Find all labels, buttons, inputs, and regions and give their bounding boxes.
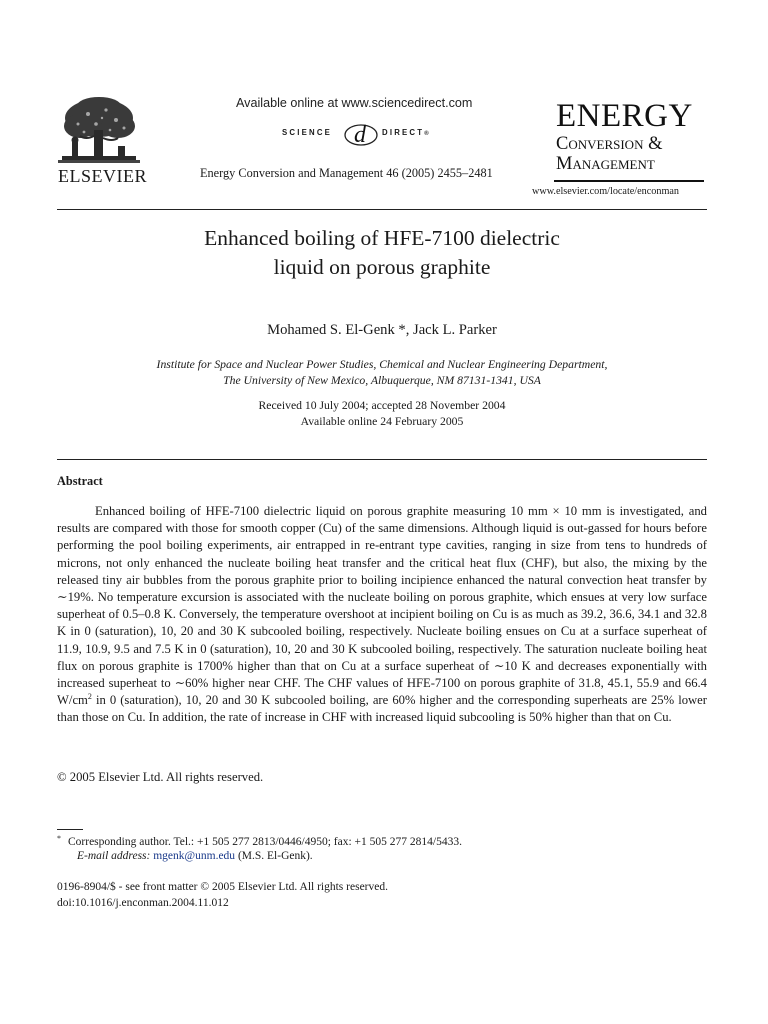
journal-title-line1: ENERGY: [556, 98, 693, 134]
affiliation-line1: Institute for Space and Nuclear Power Studies, Chemical and Nuclear Engineering Department,: [156, 358, 608, 371]
footnote-corresponding: * Corresponding author. Tel.: +1 505 277 2813/0446/4950; fax: +1 505 277 2814/5433.: [57, 834, 462, 848]
abstract-heading: Abstract: [57, 474, 103, 488]
issn-line: 0196-8904/$ - see front matter © 2005 Elsevier Ltd. All rights reserved.: [57, 881, 388, 893]
affiliation-line2: The University of New Mexico, Albuquerque, NM 87131-1341, USA: [223, 374, 541, 387]
article-title-line1: Enhanced boiling of HFE-7100 dielectric: [204, 226, 560, 250]
journal-url: www.elsevier.com/locate/enconman: [532, 186, 680, 197]
journal-title: [556, 100, 706, 173]
affiliation: [57, 357, 707, 389]
journal-title-line2: Conversion &: [556, 134, 663, 154]
abstract-body: Enhanced boiling of HFE-7100 dielectric liquid on porous graphite measuring 10 mm × 10 mm is investigated, and results are compared with those for smooth copper (Cu) of the same dimensions. Although liquid is out-gassed for hours before performing the pool boiling experiments, air entrapped in re-entrant type cavities, ranging in size from tens to hundreds of microns, not only enhanced the nucleate boiling heat transfer and the critical heat flux (CHF), but also, the mixing by the released tiny air bubbles from the porous graphite prior to boiling incipience enhanced the natural convection heat transfer by ∼19%. No temperature excursion is associated with the nucleate boiling on porous graphite, which ensues at very low surface superheat of 0.5–0.8 K. Conversely, the temperature overshoot at incipient boiling on Cu is as much as 39.2, 36.6, 34.1 and 32.8 K in 0 (saturation), 10, 20 and 30 K subcooled boiling, respectively. Nucleate boiling ensues on Cu at a surface superheat of 11.9, 10.9, 9.5 and 7.5 K in 0 (saturation), 10, 20 and 30 K subcooled boiling, respectively. The saturation nucleate boiling heat flux on porous graphite is 1700% higher than that on Cu at a surface superheat of ∼10 K and decreases exponentially with increased superheat to ∼60% higher near CHF. The CHF values of HFE-7100 on porous graphite of 31.8, 45.1, 55.9 and 66.4 $W/cm^2$ in 0 (saturation), 10, 20 and 30 K subcooled boiling, are 60% higher and the corresponding superheats are 25% lower than those on Cu. In addition, the rate of increase in CHF with increased liquid subcooling is 50% higher than that on Cu.: [57, 504, 707, 725]
sciencedirect-d-icon: [342, 118, 380, 148]
sciencedirect-logo-right: DIRECT®: [382, 128, 429, 137]
sciencedirect-d-letter: d: [354, 122, 366, 148]
abstract-divider: [57, 459, 707, 460]
email-link[interactable]: mgenk@unm.edu: [153, 850, 236, 862]
available-online-text: Available online at www.sciencedirect.com: [236, 96, 473, 110]
journal-title-line3: Management: [556, 153, 655, 174]
sciencedirect-logo: [282, 118, 434, 148]
journal-title-rule: [554, 180, 704, 182]
publisher-name: ELSEVIER: [58, 166, 147, 186]
doi-line: doi:10.1016/j.enconman.2004.11.012: [57, 897, 229, 909]
article-title: [57, 224, 707, 282]
footnote-rule: [57, 829, 83, 830]
authors: Mohamed S. El-Genk *, Jack L. Parker: [267, 322, 497, 338]
article-dates: [57, 398, 707, 429]
available-date: Available online 24 February 2005: [300, 414, 464, 428]
article-title-line2: liquid on porous graphite: [273, 255, 491, 279]
header-divider: [57, 209, 707, 210]
abstract-copyright: © 2005 Elsevier Ltd. All rights reserved.: [57, 770, 264, 784]
journal-citation: Energy Conversion and Management 46 (2005) 2455–2481: [200, 166, 493, 180]
footnote-email: E-mail address: mgenk@unm.edu (M.S. El-Genk).: [77, 850, 313, 862]
received-date: Received 10 July 2004; accepted 28 November 2004: [258, 399, 506, 412]
sciencedirect-logo-left: SCIENCE: [282, 128, 333, 137]
